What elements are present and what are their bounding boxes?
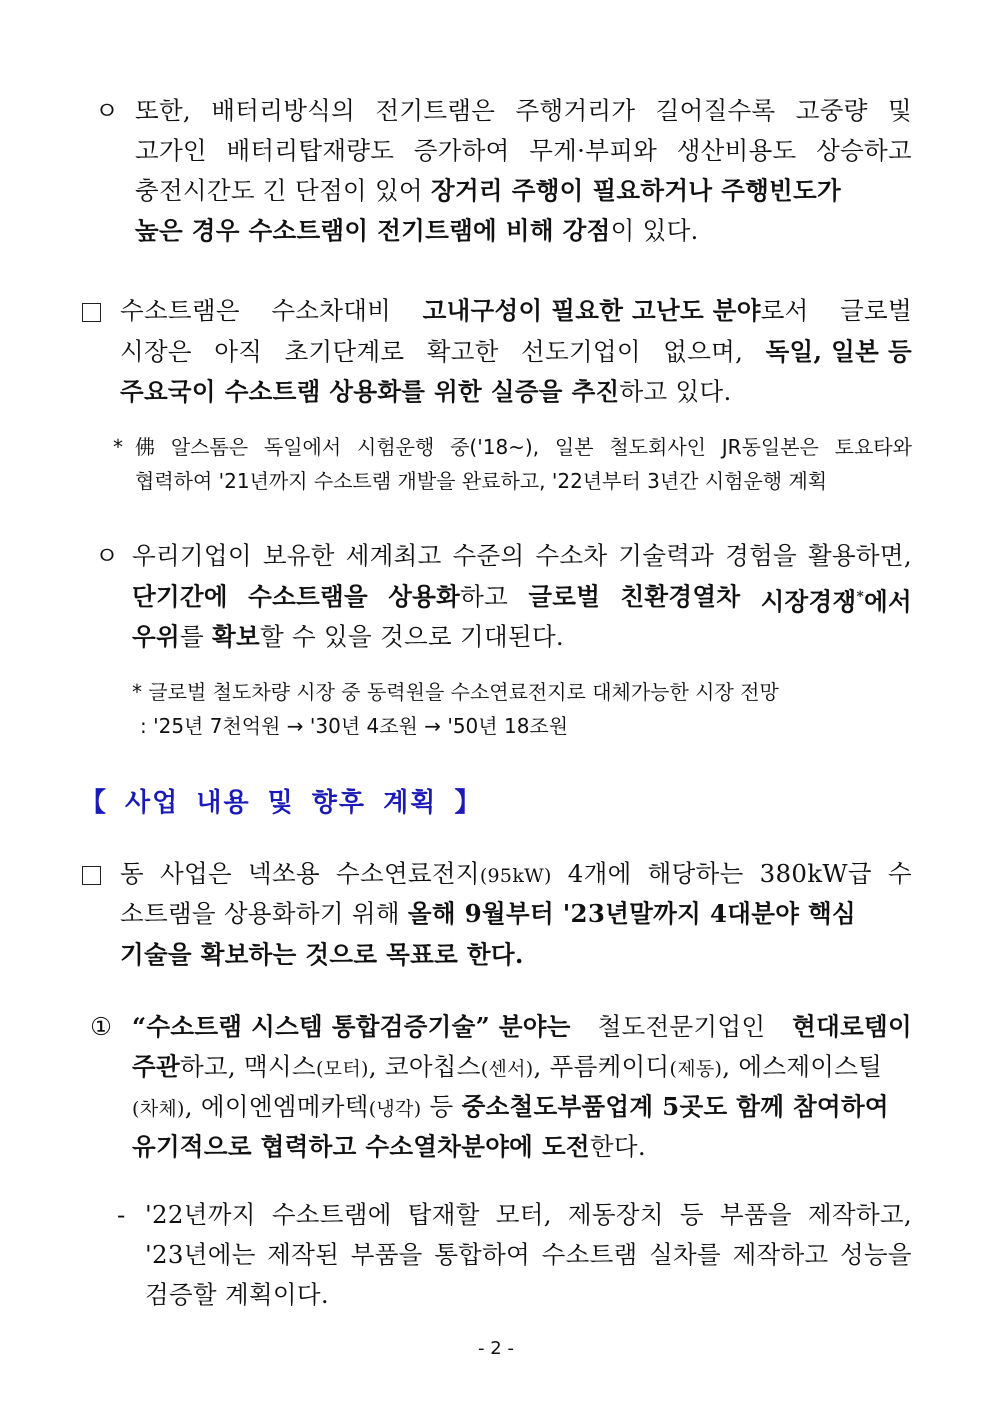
paragraph-1-line-3: 충전시간도 긴 단점이 있어 장거리 주행이 필요하거나 주행빈도가: [135, 176, 841, 205]
dash-bullet: -: [117, 1200, 126, 1229]
footnote-1-line-1: 佛 알스톰은 독일에서 시험운행 중('18~), 일본 철도회사인 JR동일본은 토요타와: [135, 435, 912, 459]
paragraph-4-line-1: 동 사업은 넥쏘용 수소연료전지(95kW) 4개에 해당하는 380kW급 수: [120, 859, 912, 888]
paragraph-6-line-1: '22년까지 수소트램에 탑재할 모터, 제동장치 등 부품을 제작하고,: [145, 1200, 912, 1229]
paragraph-5-line-3: (차체), 에이엔엠메카텍(냉각) 등 중소철도부품업계 5곳도 함께 참여하여: [132, 1092, 889, 1121]
page-number: - 2 -: [478, 1338, 514, 1359]
checkbox-bullet: [82, 296, 101, 326]
paragraph-6-line-3: 검증할 계획이다.: [145, 1280, 329, 1309]
paragraph-6-line-2: '23년에는 제작된 부품을 통합하여 수소트램 실차를 제작하고 성능을: [145, 1240, 912, 1269]
paragraph-5-line-2: 주관하고, 맥시스(모터), 코아칩스(센서), 푸름케이디(제동), 에스제이스틸: [132, 1052, 883, 1081]
paragraph-3-line-2: 단기간에 수소트램을 상용화하고 글로벌 친환경열차 시장경쟁*에서: [132, 582, 912, 617]
paragraph-2-line-3: 주요국이 수소트램 상용화를 위한 실증을 추진하고 있다.: [120, 377, 732, 406]
checkbox-bullet: [82, 859, 101, 889]
paragraph-3-line-1: 우리기업이 보유한 세계최고 수준의 수소차 기술력과 경험을 활용하면,: [132, 541, 912, 570]
circle-bullet: ㅇ: [95, 96, 119, 125]
paragraph-1-line-4: 높은 경우 수소트램이 전기트램에 비해 강점이 있다.: [135, 216, 699, 245]
paragraph-2-line-2: 시장은 아직 초기단계로 확고한 선도기업이 없으며, 독일, 일본 등: [120, 337, 912, 366]
circled-number-bullet: ①: [90, 1012, 112, 1041]
paragraph-1-line-1: 또한, 배터리방식의 전기트램은 주행거리가 길어질수록 고중량 및: [135, 96, 912, 125]
footnote-star: *: [113, 435, 123, 459]
paragraph-3-line-3: 우위를 확보할 수 있을 것으로 기대된다.: [132, 622, 565, 651]
paragraph-1-line-2: 고가인 배터리탑재량도 증가하여 무게·부피와 생산비용도 상승하고: [135, 136, 912, 165]
paragraph-4-line-2: 소트램을 상용화하기 위해 올해 9월부터 '23년말까지 4대분야 핵심: [120, 899, 856, 928]
paragraph-4-line-3: 기술을 확보하는 것으로 목표로 한다.: [120, 940, 524, 969]
section-heading: 【 사업 내용 및 향후 계획 】: [80, 788, 483, 818]
circle-bullet: ㅇ: [95, 541, 119, 570]
footnote-2-line-1: * 글로벌 철도차량 시장 중 동력원을 수소연료전지로 대체가능한 시장 전망: [132, 680, 779, 704]
footnote-2-line-2: : '25년 7천억원 → '30년 4조원 → '50년 18조원: [140, 714, 569, 738]
footnote-1-line-2: 협력하여 '21년까지 수소트램 개발을 완료하고, '22년부터 3년간 시험운행 계획: [135, 469, 828, 493]
paragraph-5-line-1: “수소트램 시스템 통합검증기술” 분야는 철도전문기업인 현대로템이: [132, 1012, 912, 1041]
paragraph-2-line-1: 수소트램은 수소차대비 고내구성이 필요한 고난도 분야로서 글로벌: [120, 296, 912, 325]
paragraph-5-line-4: 유기적으로 협력하고 수소열차분야에 도전한다.: [132, 1132, 646, 1161]
